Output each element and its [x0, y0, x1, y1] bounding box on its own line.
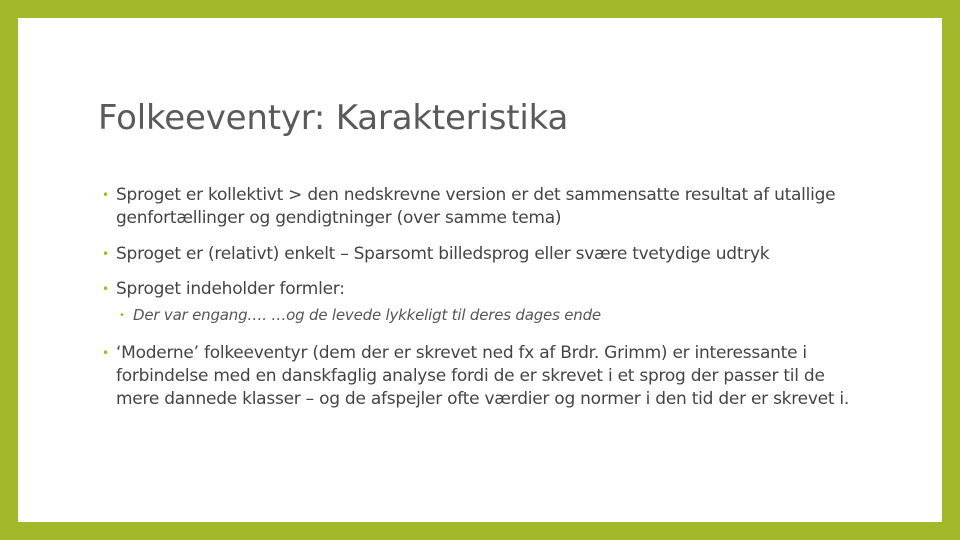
bullet-dot-icon: • — [102, 282, 109, 296]
bullet-text: ‘Moderne’ folkeeventyr (dem der er skrevet ned fx af Brdr. Grimm) er interessante i forbindelse med en danskfaglig analyse fordi de er skrevet i et sprog der passer til de mere dannede klasser – og de afspejler ofte værdier og normer i den tid der er skrevet i. — [116, 343, 850, 409]
bullet-dot-icon: • — [119, 310, 125, 321]
bullet-dot-icon: • — [102, 188, 109, 202]
bullet-item — [102, 184, 872, 230]
bullet-item — [102, 278, 872, 301]
bullet-dot-icon: • — [102, 247, 109, 261]
bullet-item — [102, 342, 872, 411]
slide — [18, 18, 942, 522]
bullet-dot-icon: • — [102, 346, 109, 360]
bullet-list — [102, 184, 872, 411]
bullet-item — [102, 243, 872, 266]
bullet-text: Sproget er (relativt) enkelt – Sparsomt billedsprog eller svære tvetydige udtryk — [116, 244, 770, 264]
slide-title: Folkeeventyr: Karakteristika — [98, 98, 569, 138]
bullet-text: Sproget er kollektivt > den nedskrevne version er det sammensatte resultat af utallige genfortællinger og gendigtninger (over samme tema) — [116, 185, 836, 228]
sub-bullet-item — [119, 305, 872, 326]
sub-bullet-text: Der var engang…. …og de levede lykkeligt til deres dages ende — [133, 306, 601, 324]
bullet-text: Sproget indeholder formler: — [116, 279, 345, 299]
